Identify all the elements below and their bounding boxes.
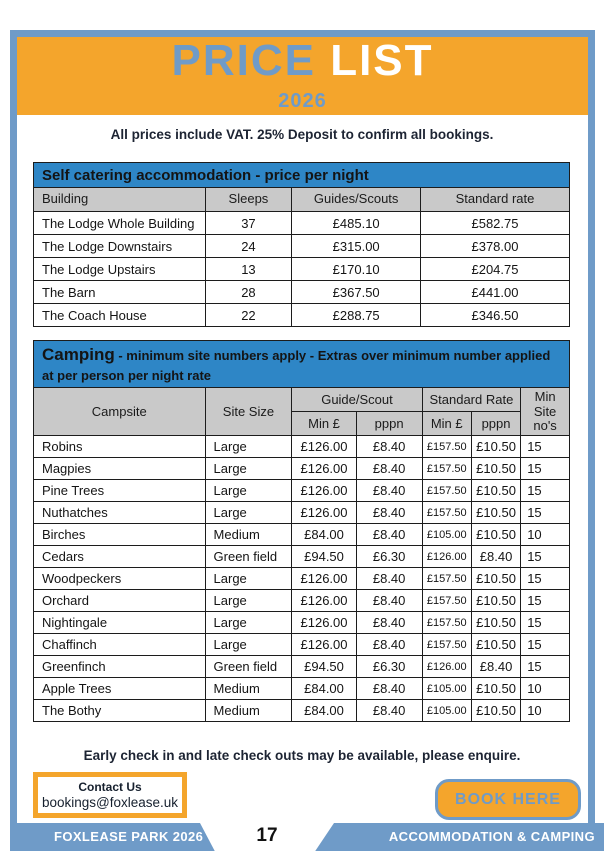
- header-banner: [17, 37, 588, 115]
- footer-bar: [10, 823, 604, 851]
- table-cell: £10.50: [471, 634, 520, 656]
- table-cell: £10.50: [471, 590, 520, 612]
- table-cell: £8.40: [356, 590, 422, 612]
- table-cell: £10.50: [471, 502, 520, 524]
- table-cell: Large: [205, 458, 292, 480]
- table-cell: £8.40: [356, 502, 422, 524]
- table-row: [34, 235, 570, 258]
- table-cell: £170.10: [292, 258, 421, 281]
- table-cell: £8.40: [356, 568, 422, 590]
- table-row: [34, 700, 570, 722]
- table-row: [34, 458, 570, 480]
- table-cell: Pine Trees: [34, 480, 206, 502]
- table-cell: £8.40: [356, 436, 422, 458]
- table-cell: £8.40: [356, 700, 422, 722]
- table-cell: 24: [205, 235, 292, 258]
- page-title: [171, 36, 434, 85]
- table-cell: 15: [521, 480, 570, 502]
- column-header-min-site: Min Site no's: [521, 388, 570, 436]
- table-row: [34, 634, 570, 656]
- column-header-site-size: Site Size: [205, 388, 292, 436]
- table-cell: £367.50: [292, 281, 421, 304]
- table-cell: £204.75: [420, 258, 569, 281]
- table-cell: 15: [521, 546, 570, 568]
- table-row: [34, 480, 570, 502]
- table-cell: 15: [521, 436, 570, 458]
- column-header-standard-rate: Standard rate: [420, 188, 569, 212]
- column-header-std-min: Min £: [422, 412, 471, 436]
- page-title-primary: PRICE: [171, 36, 316, 85]
- table-cell: £10.50: [471, 568, 520, 590]
- table-cell: 15: [521, 568, 570, 590]
- table-cell: £126.00: [292, 502, 356, 524]
- table-cell: The Bothy: [34, 700, 206, 722]
- accommodation-table: [33, 162, 570, 327]
- table-cell: Large: [205, 568, 292, 590]
- table-cell: 15: [521, 502, 570, 524]
- table-cell: £346.50: [420, 304, 569, 327]
- camping-table: [33, 340, 570, 722]
- table-cell: £157.50: [422, 568, 471, 590]
- table-cell: 15: [521, 590, 570, 612]
- table-cell: £8.40: [356, 612, 422, 634]
- table-cell: £157.50: [422, 612, 471, 634]
- table-cell: 10: [521, 678, 570, 700]
- table-row: [34, 612, 570, 634]
- table-cell: 15: [521, 612, 570, 634]
- table-cell: £10.50: [471, 612, 520, 634]
- table-cell: £126.00: [292, 612, 356, 634]
- camping-title-line1: [42, 344, 563, 367]
- table-cell: 15: [521, 458, 570, 480]
- table-cell: 37: [205, 212, 292, 235]
- table-cell: Orchard: [34, 590, 206, 612]
- column-header-campsite: Campsite: [34, 388, 206, 436]
- book-here-button[interactable]: BOOK HERE: [435, 779, 581, 820]
- table-cell: £10.50: [471, 436, 520, 458]
- table-row: [34, 656, 570, 678]
- table-cell: The Barn: [34, 281, 206, 304]
- page-title-secondary: LIST: [330, 36, 434, 85]
- column-header-std-pppn: pppn: [471, 412, 520, 436]
- vat-note: All prices include VAT. 25% Deposit to confirm all bookings.: [110, 127, 494, 142]
- camping-title-rest: - minimum site numbers apply - Extras over minimum number applied: [114, 348, 551, 363]
- table-cell: 15: [521, 634, 570, 656]
- table-cell: £6.30: [356, 656, 422, 678]
- table-cell: 10: [521, 524, 570, 546]
- table-cell: Greenfinch: [34, 656, 206, 678]
- table-cell: Medium: [205, 678, 292, 700]
- table-cell: £94.50: [292, 656, 356, 678]
- table-cell: £8.40: [356, 480, 422, 502]
- table-cell: £10.50: [471, 678, 520, 700]
- table-cell: £126.00: [292, 590, 356, 612]
- table-cell: £126.00: [292, 436, 356, 458]
- table-cell: £10.50: [471, 480, 520, 502]
- table-cell: Green field: [205, 656, 292, 678]
- table-cell: £126.00: [292, 458, 356, 480]
- table-cell: £157.50: [422, 436, 471, 458]
- camping-title-row: [34, 341, 570, 388]
- table-cell: £84.00: [292, 524, 356, 546]
- table-cell: Medium: [205, 524, 292, 546]
- table-cell: Medium: [205, 700, 292, 722]
- table-cell: £157.50: [422, 458, 471, 480]
- camping-table-title: [34, 341, 570, 388]
- table-cell: The Lodge Downstairs: [34, 235, 206, 258]
- table-cell: £10.50: [471, 458, 520, 480]
- table-cell: Woodpeckers: [34, 568, 206, 590]
- table-cell: Large: [205, 502, 292, 524]
- column-header-building: Building: [34, 188, 206, 212]
- table-cell: £157.50: [422, 502, 471, 524]
- accommodation-table-title: Self catering accommodation - price per night: [34, 163, 570, 188]
- table-cell: £8.40: [356, 524, 422, 546]
- table-row: [34, 502, 570, 524]
- table-cell: £157.50: [422, 480, 471, 502]
- table-cell: £10.50: [471, 524, 520, 546]
- table-cell: £126.00: [292, 634, 356, 656]
- table-cell: £441.00: [420, 281, 569, 304]
- accommodation-header-row: [34, 188, 570, 212]
- footer-left-label: FOXLEASE PARK 2026: [54, 829, 204, 844]
- table-cell: The Lodge Whole Building: [34, 212, 206, 235]
- table-row: [34, 678, 570, 700]
- table-cell: £8.40: [471, 656, 520, 678]
- table-cell: £157.50: [422, 634, 471, 656]
- accommodation-title-row: [34, 163, 570, 188]
- column-group-standard-rate: Standard Rate: [422, 388, 521, 412]
- page-number: 17: [256, 825, 278, 846]
- table-cell: Large: [205, 590, 292, 612]
- table-cell: Birches: [34, 524, 206, 546]
- table-cell: £8.40: [356, 458, 422, 480]
- table-cell: Nightingale: [34, 612, 206, 634]
- table-cell: 10: [521, 700, 570, 722]
- table-row: [34, 436, 570, 458]
- table-row: [34, 212, 570, 235]
- table-cell: Apple Trees: [34, 678, 206, 700]
- table-cell: £10.50: [471, 700, 520, 722]
- table-cell: £105.00: [422, 678, 471, 700]
- table-cell: £288.75: [292, 304, 421, 327]
- column-header-gs-pppn: pppn: [356, 412, 422, 436]
- table-cell: £485.10: [292, 212, 421, 235]
- table-cell: £582.75: [420, 212, 569, 235]
- table-cell: Large: [205, 612, 292, 634]
- table-cell: £315.00: [292, 235, 421, 258]
- camping-title-line2: at per person per night rate: [42, 367, 212, 383]
- table-cell: £126.00: [422, 546, 471, 568]
- table-row: [34, 304, 570, 327]
- table-row: [34, 590, 570, 612]
- table-cell: Large: [205, 634, 292, 656]
- table-cell: Large: [205, 436, 292, 458]
- table-cell: Large: [205, 480, 292, 502]
- table-cell: £8.40: [356, 634, 422, 656]
- table-row: [34, 524, 570, 546]
- table-cell: The Lodge Upstairs: [34, 258, 206, 281]
- contact-email-link[interactable]: bookings@foxlease.uk: [41, 795, 179, 810]
- column-header-guides-scouts: Guides/Scouts: [292, 188, 421, 212]
- table-row: [34, 281, 570, 304]
- table-row: [34, 546, 570, 568]
- table-cell: 15: [521, 656, 570, 678]
- table-cell: £126.00: [292, 568, 356, 590]
- table-cell: £94.50: [292, 546, 356, 568]
- table-cell: The Coach House: [34, 304, 206, 327]
- camping-header-row-1: [34, 388, 570, 412]
- table-cell: £378.00: [420, 235, 569, 258]
- table-row: [34, 258, 570, 281]
- table-cell: 28: [205, 281, 292, 304]
- table-cell: £6.30: [356, 546, 422, 568]
- year-label: 2026: [278, 90, 327, 112]
- column-header-gs-min: Min £: [292, 412, 356, 436]
- enquire-note: Early check in and late check outs may be available, please enquire.: [83, 748, 521, 763]
- column-header-sleeps: Sleeps: [205, 188, 292, 212]
- table-cell: Magpies: [34, 458, 206, 480]
- table-cell: £105.00: [422, 700, 471, 722]
- table-cell: Chaffinch: [34, 634, 206, 656]
- table-cell: £84.00: [292, 678, 356, 700]
- table-cell: £8.40: [471, 546, 520, 568]
- table-cell: £105.00: [422, 524, 471, 546]
- table-cell: £84.00: [292, 700, 356, 722]
- footer-right-label: ACCOMMODATION & CAMPING: [388, 829, 595, 844]
- table-cell: 22: [205, 304, 292, 327]
- table-cell: Green field: [205, 546, 292, 568]
- table-cell: Nuthatches: [34, 502, 206, 524]
- column-group-guide-scout: Guide/Scout: [292, 388, 422, 412]
- table-cell: Robins: [34, 436, 206, 458]
- table-cell: Cedars: [34, 546, 206, 568]
- camping-title-word: Camping: [42, 345, 115, 364]
- table-row: [34, 568, 570, 590]
- table-cell: £157.50: [422, 590, 471, 612]
- table-cell: £8.40: [356, 678, 422, 700]
- contact-label: Contact Us: [78, 780, 142, 794]
- contact-box: [33, 772, 187, 818]
- table-cell: 13: [205, 258, 292, 281]
- table-cell: £126.00: [292, 480, 356, 502]
- table-cell: £126.00: [422, 656, 471, 678]
